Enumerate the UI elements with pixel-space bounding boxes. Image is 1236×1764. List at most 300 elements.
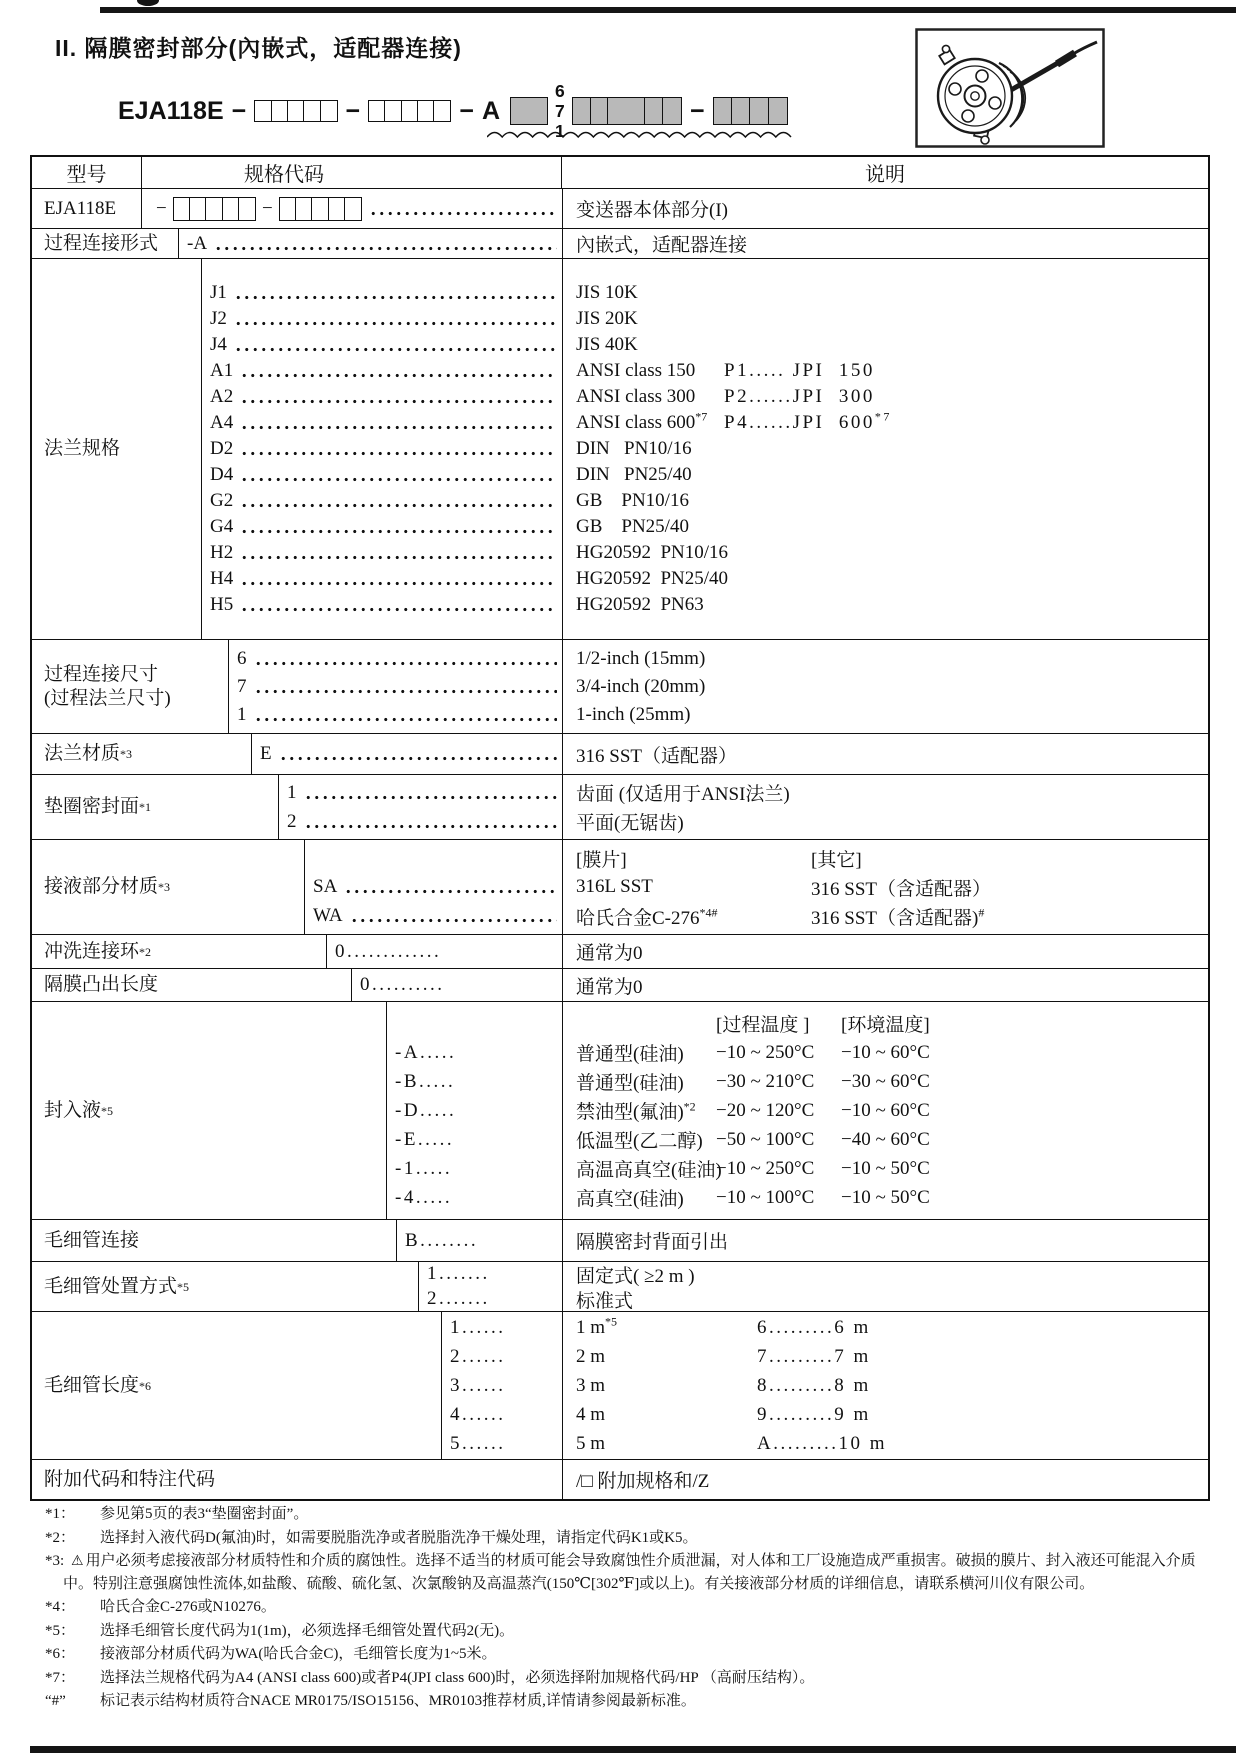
description-text: 2 m	[576, 1345, 606, 1367]
dot-leader	[240, 527, 557, 537]
dot-leader	[240, 501, 557, 511]
spec-code: -D.....	[395, 1099, 457, 1121]
description-cell	[562, 1155, 1208, 1182]
spec-code: 3......	[450, 1374, 506, 1396]
spec-code-cell	[442, 1346, 562, 1368]
bottom-rule	[30, 1746, 1236, 1753]
spec-code-cell	[305, 905, 562, 927]
description-cell	[562, 308, 1208, 330]
spec-code-cell	[327, 941, 562, 963]
description-text: 固定式( ≥2 m )	[576, 1265, 695, 1287]
footnote-marker: *2：	[45, 1529, 76, 1546]
option-line	[202, 280, 1208, 306]
spec-code: -A	[187, 232, 208, 254]
option-line	[202, 332, 1208, 358]
dot-leader	[344, 887, 557, 897]
row-label: 垫圈密封面 *1	[32, 775, 279, 839]
spec-code-cell	[387, 1129, 562, 1151]
dot-leader	[254, 687, 558, 697]
description-cell	[562, 938, 1208, 965]
dash: −	[459, 96, 474, 125]
page-corner-mark	[137, 0, 159, 6]
spec-code: 2.......	[427, 1288, 490, 1309]
spec-code: -B.....	[395, 1070, 456, 1092]
description-text: DIN PN25/40	[576, 464, 692, 485]
description-text: 4 m	[576, 1403, 606, 1425]
option-line	[202, 384, 1208, 410]
spec-code: G2	[210, 490, 234, 511]
dot-leader	[240, 579, 557, 589]
spec-code-cell	[387, 1187, 562, 1209]
header-spec-code: 规格代码	[142, 157, 562, 188]
dash: −	[231, 96, 247, 125]
description-text: −10 ~ 60°C	[841, 1099, 930, 1121]
spec-code-cell	[387, 1042, 562, 1064]
spec-code: -A.....	[395, 1041, 457, 1063]
row-capillary-length	[32, 1312, 1208, 1460]
option-line	[229, 645, 1208, 673]
row-fill-fluid	[32, 1002, 1208, 1220]
footnote: *2： 选择封入液代码D(氟油)时，如需要脱脂洗净或者脱脂洗净干燥处理，请指定代码K1或K5。	[45, 1527, 1225, 1550]
wavy-underline	[487, 129, 792, 142]
spec-code: 2......	[450, 1345, 506, 1367]
description-cell	[562, 568, 1208, 590]
description-text: 3 m	[576, 1374, 606, 1396]
description-text: P2......JPI 300	[724, 386, 875, 407]
description-text: 316L SST	[576, 876, 653, 897]
description-text: [环境温度]	[841, 1015, 930, 1036]
footnote-marker: *6：	[45, 1646, 76, 1662]
option-line	[279, 778, 1208, 807]
footnote-marker: *5：	[45, 1622, 76, 1639]
footnote-marker: *3:	[45, 1553, 65, 1569]
spec-code-cell	[387, 1071, 562, 1093]
option-line	[397, 1220, 1208, 1262]
spec-code-cell	[202, 360, 562, 382]
option-line	[305, 873, 1208, 902]
size-digit: 7	[555, 101, 565, 121]
description-text: −10 ~ 50°C	[841, 1186, 930, 1208]
description-text: −10 ~ 60°C	[841, 1041, 930, 1063]
row-label: 毛细管处置方式 *5	[32, 1262, 419, 1311]
spec-code-cell	[202, 282, 562, 304]
spec-code-cell	[202, 438, 562, 460]
spec-code: H4	[210, 568, 234, 589]
dot-leader	[279, 754, 557, 764]
spec-code-cell	[202, 516, 562, 538]
spec-code-cell	[202, 308, 562, 330]
description-text: A.........10 m	[757, 1432, 887, 1454]
description-cell	[562, 464, 1208, 486]
spec-code-cell	[202, 490, 562, 512]
description-text: JIS 20K	[576, 308, 638, 329]
description-text: 低温型(乙二醇)	[576, 1131, 703, 1152]
row-flange-spec	[32, 259, 1208, 640]
spec-code: H2	[210, 542, 234, 563]
spec-code-cell	[387, 1158, 562, 1180]
option-line	[202, 540, 1208, 566]
spec-code: 5......	[450, 1432, 506, 1454]
spec-code: WA	[313, 905, 343, 926]
dot-leader	[304, 822, 558, 832]
footnote: *1： 参见第5页的表3“垫圈密封面”。	[45, 1503, 1225, 1526]
description-text: 普通型(硅油)	[576, 1073, 684, 1094]
dot-leader	[240, 605, 557, 615]
spec-code-cell	[387, 1100, 562, 1122]
description-cell	[562, 845, 1208, 872]
footnote-marker: *7：	[45, 1669, 76, 1686]
description-text: 316 SST（含适配器）	[811, 878, 991, 900]
row-label: 法兰材质 *3	[32, 734, 252, 774]
description-text: /□ 附加规格和/Z	[576, 1471, 710, 1492]
description-cell	[562, 594, 1208, 616]
option-line	[252, 734, 1208, 775]
description-cell	[562, 808, 1208, 835]
dot-leader	[350, 916, 557, 926]
description-text: 1/2-inch (15mm)	[576, 647, 706, 669]
dot-leader	[240, 371, 557, 381]
description-cell	[562, 1068, 1208, 1095]
option-line	[202, 592, 1208, 618]
description-cell	[562, 1010, 1208, 1037]
description-cell	[562, 874, 1208, 901]
spec-code: H5	[210, 594, 234, 615]
description-text: 內嵌式，适配器连接	[576, 235, 748, 256]
row-capillary-connection	[32, 1220, 1208, 1262]
section-title: II. 隔膜密封部分(內嵌式，适配器连接)	[55, 35, 462, 61]
spec-code-cell	[397, 1230, 562, 1252]
description-text: −30 ~ 210°C	[716, 1070, 815, 1092]
description-text: 6.........6 m	[757, 1316, 871, 1338]
spec-code: 7	[237, 675, 247, 697]
description-text: −40 ~ 60°C	[841, 1128, 930, 1150]
row-gasket-seal-face	[32, 775, 1208, 840]
code-box-group-2	[368, 100, 451, 122]
spec-code-cell	[442, 1375, 562, 1397]
option-line	[279, 807, 1208, 836]
spec-code-cell	[305, 876, 562, 898]
spec-code-cell	[202, 412, 562, 434]
description-text: HG20592 PN63	[576, 594, 704, 615]
spec-code-cell	[352, 974, 562, 996]
spec-code: G4	[210, 516, 234, 537]
description-text: 变送器本体部分(I)	[576, 200, 728, 221]
row-label: 隔膜凸出长度	[32, 969, 352, 1001]
description-text: 8.........8 m	[757, 1374, 871, 1396]
spec-code: 2	[287, 810, 297, 832]
spec-code-cell	[279, 782, 562, 804]
description-text: 齿面 (仅适用于ANSI法兰)	[576, 784, 790, 805]
size-digit: 1	[555, 121, 565, 141]
description-cell	[562, 409, 1208, 434]
description-text: −10 ~ 50°C	[841, 1157, 930, 1179]
description-text: [其它]	[811, 849, 862, 871]
header-description: 说明	[865, 164, 905, 186]
option-line	[179, 229, 1208, 259]
row-diaphragm-extension-length	[32, 969, 1208, 1002]
option-line	[442, 1371, 1208, 1400]
dash: −	[345, 96, 361, 125]
option-line	[442, 1429, 1208, 1458]
row-label: 过程连接形式	[32, 229, 179, 258]
description-text: −30 ~ 60°C	[841, 1070, 930, 1092]
description-cell	[562, 516, 1208, 538]
description-text: 普通型(硅油)	[576, 1044, 684, 1065]
spec-code-cell	[229, 676, 562, 698]
footnote: *3: ⚠ 用户必须考虑接液部分材质特性和介质的腐蚀性。选择不适当的材质可能会导致腐蚀性介质泄漏，对人体和工厂设施造成严重损害。破损的膜片、封入液还可能混入介质中。特别注意强腐蚀性流体,如盐酸、硫酸、硫化氢、次氯酸钠及高温蒸汽(150℃[302℉]或以上)。有关接液部分材质的详细信息，请联系横河川仪有限公司。	[45, 1550, 1225, 1595]
footnote: “#” 标记表示结构材质符合NACE MR0175/ISO15156、MR0103推荐材质,详情请参阅最新标准。	[45, 1690, 1225, 1713]
description-text: −10 ~ 250°C	[716, 1041, 815, 1063]
option-line	[387, 1009, 1208, 1038]
row-model-body	[32, 189, 1208, 229]
option-line	[387, 1125, 1208, 1154]
spec-code-cell	[202, 464, 562, 486]
description-cell	[562, 1404, 1208, 1426]
spec-code-cell	[202, 334, 562, 356]
option-code-gray-group	[713, 97, 788, 125]
spec-code-cell	[202, 568, 562, 590]
description-cell	[562, 282, 1208, 304]
description-text: [过程温度 ]	[716, 1015, 810, 1036]
description-text: 5 m	[576, 1432, 606, 1454]
row-label: 毛细管长度 *6	[32, 1312, 442, 1459]
description-cell	[562, 676, 1208, 698]
row-label: EJA118E	[32, 189, 142, 228]
description-text: ANSI class 600$^{*7}$	[576, 409, 708, 433]
spec-code: 1......	[450, 1316, 506, 1338]
description-cell	[562, 1346, 1208, 1368]
option-line	[387, 1154, 1208, 1183]
row-process-connection-size	[32, 640, 1208, 734]
code-box-group	[173, 197, 256, 221]
spec-code-cell: − −	[142, 197, 562, 221]
row-label: 过程连接尺寸 (过程法兰尺寸)	[32, 640, 229, 733]
dot-leader	[234, 293, 557, 303]
description-cell	[562, 704, 1208, 726]
footnote: *7： 选择法兰规格代码为A4 (ANSI class 600)或者P4(JPI class 600)时，必须选择附加规格代码/HP （高耐压结构）。	[45, 1667, 1225, 1690]
description-text: 高温高真空(硅油)	[576, 1160, 722, 1181]
description-text: 7.........7 m	[757, 1345, 871, 1367]
header-model: 型号	[32, 157, 142, 188]
footnote-marker: *4：	[45, 1599, 76, 1615]
footnote: *4： 哈氏合金C-276或N10276。	[45, 1596, 1225, 1619]
row-process-connection-style	[32, 229, 1208, 259]
description-text: [膜片]	[576, 849, 627, 871]
warning-triangle-icon: ⚠	[71, 1553, 84, 1569]
spec-code-cell	[202, 542, 562, 564]
description-text: 高真空(硅油)	[576, 1189, 684, 1210]
option-line	[352, 969, 1208, 1002]
description-cell	[562, 230, 1208, 257]
description-text: −50 ~ 100°C	[716, 1128, 815, 1150]
row-flange-material	[32, 734, 1208, 775]
spec-code: D2	[210, 438, 234, 459]
row-label: 冲洗连接环 *2	[32, 935, 327, 968]
spec-code-cell	[442, 1317, 562, 1339]
footnote: *6： 接液部分材质代码为WA(哈氏合金C)，毛细管长度为1~5米。	[45, 1643, 1225, 1666]
spec-code-cell	[279, 811, 562, 833]
option-line	[202, 358, 1208, 384]
option-line	[229, 701, 1208, 729]
spec-code: 0.............	[335, 940, 442, 962]
description-cell	[562, 1466, 1208, 1493]
description-text: 通常为0	[576, 976, 643, 998]
description-cell	[562, 360, 1208, 382]
description-cell	[562, 334, 1208, 356]
option-line	[442, 1313, 1208, 1342]
dot-leader	[240, 449, 557, 459]
description-text: P4......JPI 600$^{*7}$	[724, 409, 892, 433]
description-cell	[562, 1433, 1208, 1455]
row-label: 接液部分材质 *3	[32, 840, 305, 934]
row-option-codes	[32, 1460, 1208, 1499]
description-text: 隔膜密封背面引出	[576, 1232, 729, 1253]
description-cell	[562, 1375, 1208, 1397]
row-label: 附加代码和特注代码	[44, 1468, 216, 1490]
option-line	[305, 902, 1208, 931]
option-line	[387, 1067, 1208, 1096]
spec-code-cell	[202, 386, 562, 408]
description-cell	[562, 195, 1208, 222]
description-cell	[562, 1261, 1208, 1288]
spec-code-cell	[442, 1433, 562, 1455]
spec-code: D4	[210, 464, 234, 485]
footnote-marker: “#”	[45, 1693, 66, 1709]
description-text: 标准式	[576, 1290, 634, 1312]
spec-code: E	[260, 743, 272, 764]
spec-code: -E.....	[395, 1128, 455, 1150]
dot-leader	[240, 423, 557, 433]
row-capillary-treatment	[32, 1262, 1208, 1312]
spec-code: J2	[210, 308, 227, 329]
footnotes	[45, 1503, 1225, 1714]
description-text: GB PN10/16	[576, 490, 689, 511]
description-cell	[562, 648, 1208, 670]
spec-code-cell	[179, 233, 562, 255]
row-flushing-connection-ring	[32, 935, 1208, 969]
description-cell	[562, 779, 1208, 806]
description-cell	[562, 1286, 1208, 1313]
spec-code: 4......	[450, 1403, 506, 1425]
option-line	[202, 462, 1208, 488]
table-header-row	[32, 157, 1208, 189]
description-cell	[562, 903, 1208, 930]
option-line	[327, 935, 1208, 969]
dot-leader	[240, 475, 557, 485]
option-line	[419, 1287, 1208, 1312]
dot-leader	[234, 319, 557, 329]
dot-leader	[369, 209, 557, 219]
spec-code: SA	[313, 876, 338, 897]
spec-code: J1	[210, 282, 227, 303]
description-text: 1 $m^{*5}$	[576, 1314, 618, 1338]
size-code-box	[510, 97, 548, 125]
description-cell	[562, 1097, 1208, 1124]
spec-code: A4	[210, 412, 234, 433]
dot-leader	[254, 659, 558, 669]
description-text: 平面(无锯齿)	[576, 813, 684, 834]
spec-code: 6	[237, 647, 247, 669]
diaphragm-seal-illustration	[915, 28, 1105, 148]
dash: −	[690, 96, 705, 125]
option-line	[305, 844, 1208, 873]
dot-leader	[240, 553, 557, 563]
description-cell	[562, 438, 1208, 460]
spec-code-cell	[419, 1263, 562, 1285]
description-text: −10 ~ 250°C	[716, 1157, 815, 1179]
footnote: *5： 选择毛细管长度代码为1(1m)，必须选择毛细管处置代码2(无)。	[45, 1620, 1225, 1643]
option-line	[387, 1096, 1208, 1125]
description-cell	[562, 972, 1208, 999]
option-line	[387, 1183, 1208, 1212]
description-cell	[562, 1314, 1208, 1339]
description-text: 通常为0	[576, 943, 643, 964]
description-cell	[562, 1227, 1208, 1254]
description-cell	[562, 1039, 1208, 1066]
option-line	[202, 410, 1208, 436]
spec-code: J4	[210, 334, 227, 355]
row-label: 法兰规格	[32, 259, 202, 639]
spec-code: 1.......	[427, 1263, 490, 1284]
dot-leader	[240, 397, 557, 407]
spec-code: A2	[210, 386, 234, 407]
option-line	[229, 673, 1208, 701]
row-label: 毛细管连接	[32, 1220, 397, 1261]
code-box-group	[279, 197, 362, 221]
option-line	[142, 189, 1208, 229]
description-cell	[562, 1184, 1208, 1211]
option-line	[202, 566, 1208, 592]
spec-code: B........	[405, 1229, 479, 1251]
spec-code-cell	[229, 704, 562, 726]
description-cell	[562, 542, 1208, 564]
description-text: 9.........9 m	[757, 1403, 871, 1425]
dot-leader	[214, 244, 557, 254]
description-text: 哈氏合金$C-276^{*4\#}$	[576, 905, 718, 929]
description-text: 3/4-inch (20mm)	[576, 675, 706, 697]
top-rule	[100, 7, 1236, 13]
row-label: 封入液 *5	[32, 1002, 387, 1219]
row-wetted-parts-material	[32, 840, 1208, 935]
description-text: GB PN25/40	[576, 516, 689, 537]
description-text: JIS 10K	[576, 282, 638, 303]
description-cell	[562, 490, 1208, 512]
spec-code-table	[30, 155, 1210, 1501]
description-text: P1..... JPI 150	[724, 360, 875, 381]
description-cell	[562, 1126, 1208, 1153]
dot-leader	[234, 345, 557, 355]
spec-code-cell	[229, 648, 562, 670]
spec-code: 0..........	[360, 974, 445, 995]
description-text: HG20592 PN10/16	[576, 542, 729, 563]
option-line	[442, 1400, 1208, 1429]
dot-leader	[304, 793, 558, 803]
description-text: −10 ~ 100°C	[716, 1186, 815, 1208]
spec-code-cell	[202, 594, 562, 616]
description-text: 316 SST（适配器）	[576, 745, 737, 767]
option-line	[442, 1342, 1208, 1371]
option-line	[202, 488, 1208, 514]
description-text: ANSI class 150	[576, 360, 696, 381]
size-digit: 6	[555, 81, 565, 101]
option-line	[419, 1262, 1208, 1287]
spec-code-cell	[442, 1404, 562, 1426]
spec-code: -1.....	[395, 1157, 453, 1179]
code-gray-group	[572, 97, 682, 125]
description-text: −20 ~ 120°C	[716, 1099, 815, 1121]
spec-code: 1	[287, 781, 297, 803]
description-cell	[562, 386, 1208, 408]
